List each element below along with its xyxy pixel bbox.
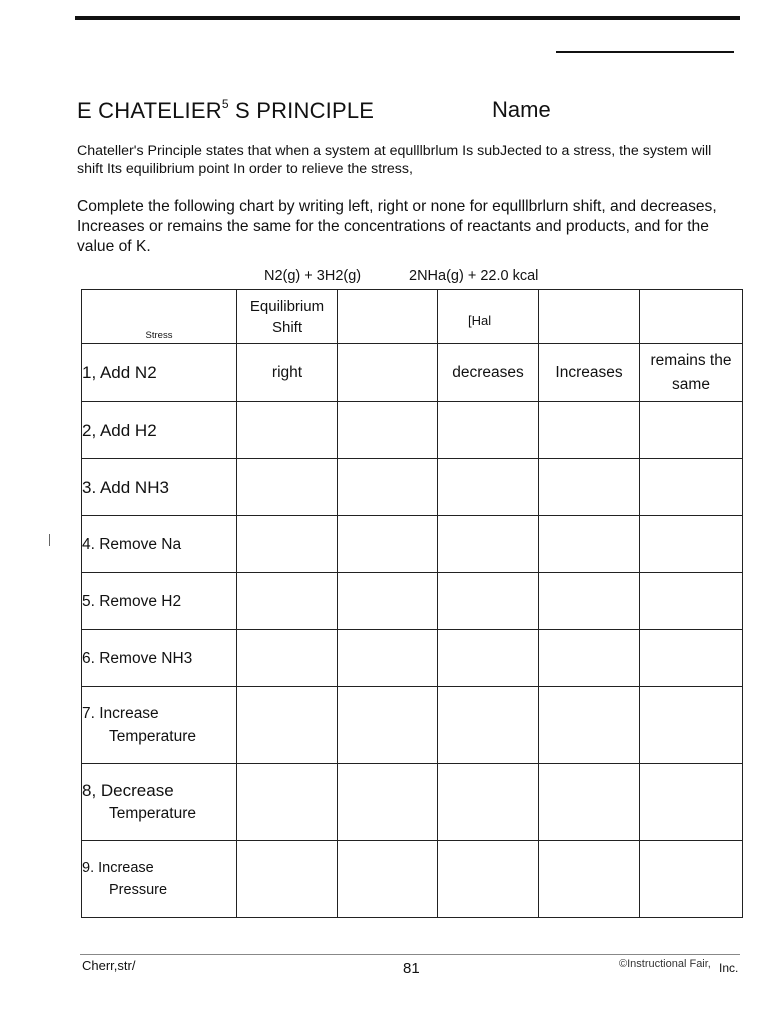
header-col3: [338, 290, 438, 344]
answer-cell[interactable]: [438, 402, 539, 459]
stress-cell: 9. Increase Pressure: [82, 841, 237, 918]
answer-cell[interactable]: [539, 516, 640, 573]
answer-cell[interactable]: [438, 459, 539, 516]
header-row: [82, 290, 743, 344]
answer-cell[interactable]: [539, 630, 640, 687]
stress-cell: 3. Add NH3: [82, 459, 237, 516]
table-row: [82, 402, 743, 459]
table-row: [82, 841, 743, 918]
answer-cell[interactable]: [338, 516, 438, 573]
stress-cell: 4. Remove Na: [82, 516, 237, 573]
answer-cell[interactable]: [539, 764, 640, 841]
footer-rule: [80, 954, 740, 955]
answer-cell[interactable]: [338, 459, 438, 516]
answer-cell[interactable]: [338, 764, 438, 841]
equation-products: 2NHa(g) + 22.0 kcal: [409, 268, 539, 284]
answer-cell[interactable]: [237, 402, 338, 459]
answer-cell[interactable]: [237, 516, 338, 573]
top-rule: [75, 16, 740, 20]
table-row: [82, 687, 743, 764]
answer-cell[interactable]: [338, 402, 438, 459]
answer-cell[interactable]: [237, 764, 338, 841]
answer-cell[interactable]: [237, 459, 338, 516]
table-row: [82, 344, 743, 402]
answer-cell[interactable]: [539, 573, 640, 630]
answer-cell[interactable]: [237, 687, 338, 764]
answer-cell[interactable]: [438, 841, 539, 918]
answer-cell[interactable]: [640, 516, 743, 573]
answer-cell[interactable]: [640, 573, 743, 630]
answer-cell[interactable]: [640, 402, 743, 459]
answer-cell[interactable]: [438, 573, 539, 630]
footer-publisher: ©Instructional Fair,: [619, 958, 711, 970]
answer-cell[interactable]: [438, 764, 539, 841]
answer-cell[interactable]: [539, 687, 640, 764]
answer-cell[interactable]: Increases: [539, 344, 640, 402]
answer-cell[interactable]: [640, 687, 743, 764]
equation-reactants: N2(g) + 3H2(g): [264, 268, 362, 284]
name-label: Name: [492, 97, 551, 122]
answer-cell[interactable]: [438, 630, 539, 687]
answer-cell[interactable]: [237, 841, 338, 918]
table-row: [82, 459, 743, 516]
answer-cell[interactable]: [438, 687, 539, 764]
answer-cell[interactable]: [640, 764, 743, 841]
answer-cell[interactable]: [438, 516, 539, 573]
header-col4: [Hal: [438, 290, 539, 344]
answer-cell[interactable]: [640, 630, 743, 687]
answer-cell[interactable]: [237, 630, 338, 687]
answer-cell[interactable]: [237, 573, 338, 630]
header-col6: [640, 290, 743, 344]
table-row: [82, 764, 743, 841]
instructions-paragraph: Complete the following chart by writing left, right or none for equlllbrlurn shift, and decreases, Increases or remains the same for the concentrations of reactants and products, and for the value of K.: [77, 198, 717, 255]
answer-cell[interactable]: [539, 402, 640, 459]
table-row: [82, 630, 743, 687]
answer-cell[interactable]: [338, 344, 438, 402]
footer-book-code: Cherr,str/: [82, 958, 136, 973]
table-row: [82, 573, 743, 630]
answer-cell[interactable]: [539, 459, 640, 516]
stress-cell: 8, Decrease Temperature: [82, 764, 237, 841]
answer-cell[interactable]: right: [237, 344, 338, 402]
header-col5: [539, 290, 640, 344]
margin-mark: [49, 534, 50, 546]
footer-page-number: 81: [403, 960, 420, 977]
stress-cell: 1, Add N2: [82, 344, 237, 402]
answer-cell[interactable]: [539, 841, 640, 918]
stress-cell: 6. Remove NH3: [82, 630, 237, 687]
stress-cell: 7. Increase Temperature: [82, 687, 237, 764]
table-row: [82, 516, 743, 573]
answer-cell[interactable]: [338, 573, 438, 630]
answer-cell[interactable]: [338, 630, 438, 687]
footer-publisher-suffix: Inc.: [719, 961, 739, 975]
header-equilibrium-shift: Equilibrium Shift: [237, 290, 338, 344]
answer-cell[interactable]: [640, 841, 743, 918]
stress-cell: 2, Add H2: [82, 402, 237, 459]
intro-paragraph: Chateller's Principle states that when a system at equlllbrlum Is subJected to a stress, the system will shift Its equilibrium point In order to relieve the stress,: [77, 143, 712, 177]
answer-cell[interactable]: [338, 687, 438, 764]
name-write-line: [556, 51, 734, 53]
answer-cell[interactable]: [640, 459, 743, 516]
page-title: E CHATELIER$^5$ S PRINCIPLE: [77, 97, 375, 123]
answer-cell[interactable]: [338, 841, 438, 918]
answer-cell[interactable]: decreases: [438, 344, 539, 402]
equilibrium-chart: [81, 289, 743, 918]
header-stress: Stress: [82, 290, 237, 344]
answer-cell[interactable]: remains the same: [640, 344, 743, 402]
stress-cell: 5. Remove H2: [82, 573, 237, 630]
